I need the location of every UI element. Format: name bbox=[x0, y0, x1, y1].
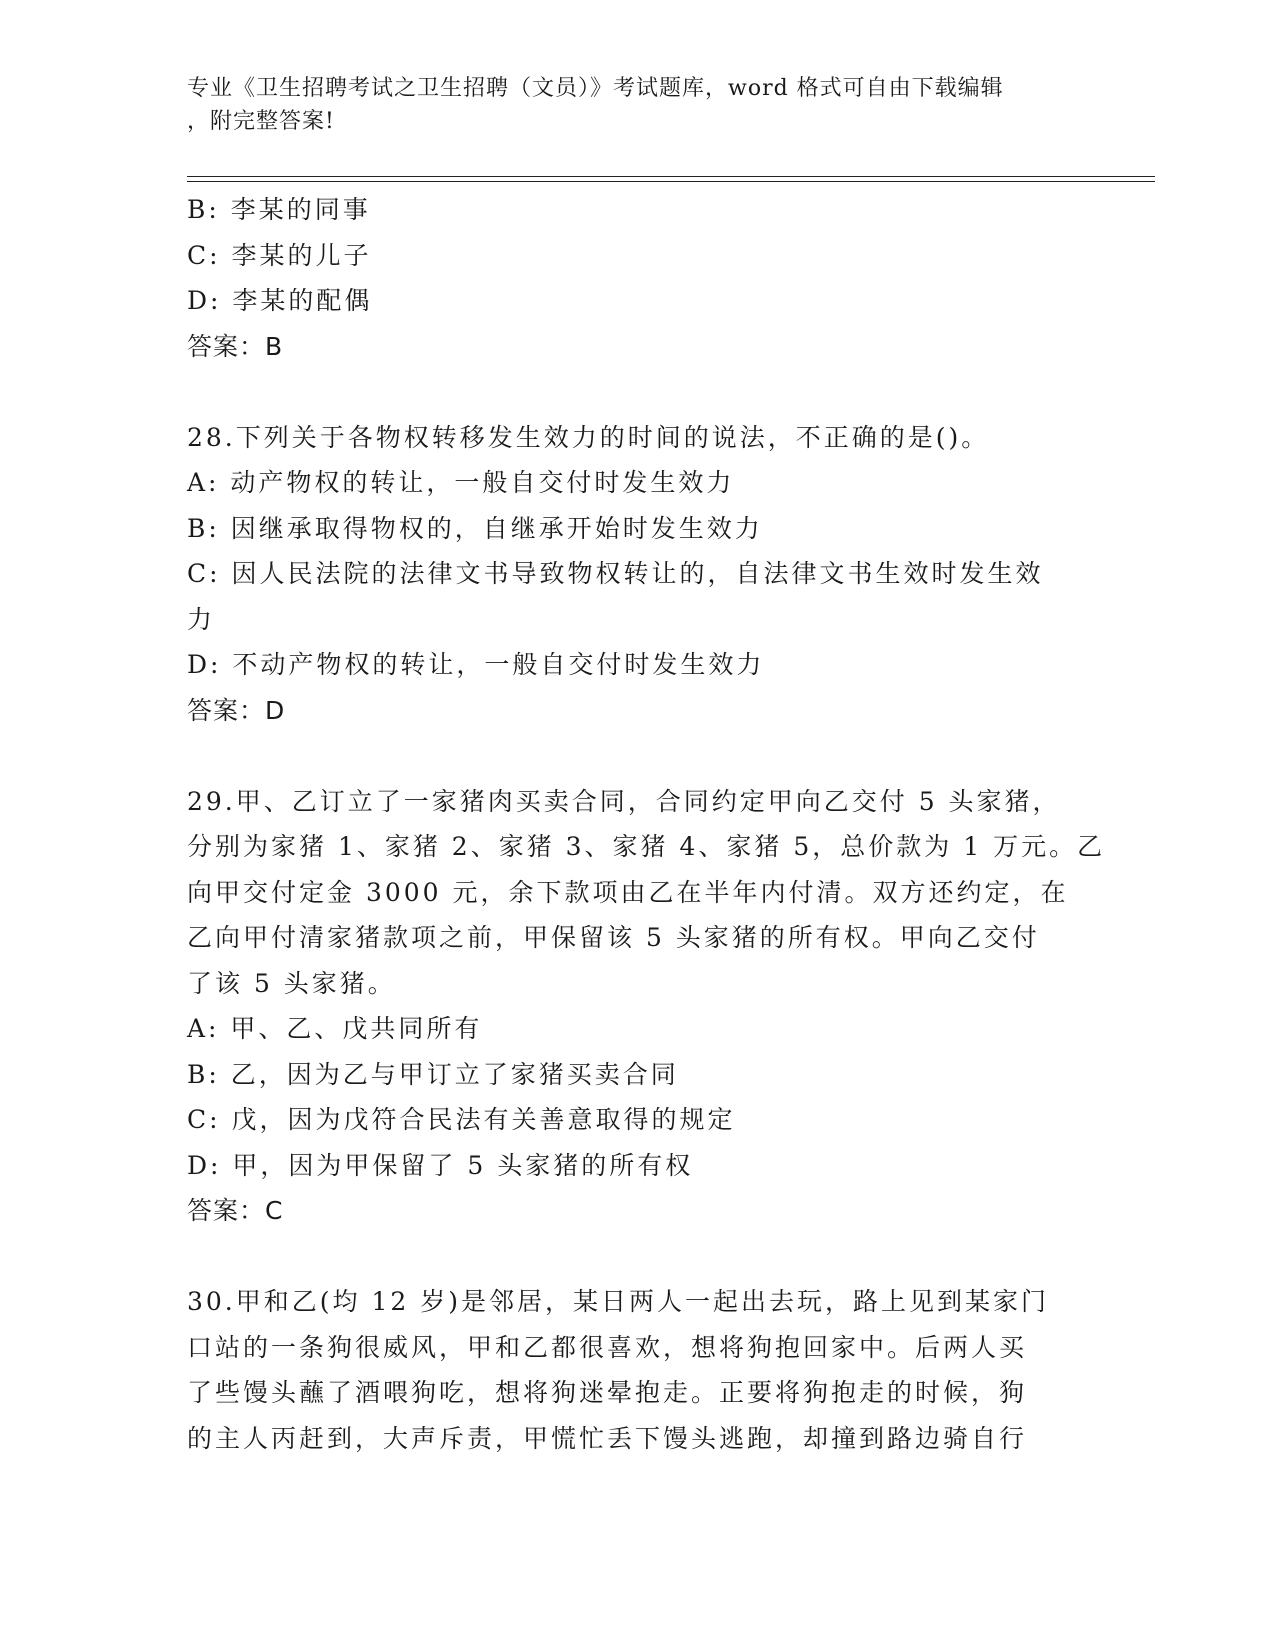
question-line: 分别为家猪 1、家猪 2、家猪 3、家猪 4、家猪 5，总价款为 1 万元。乙 bbox=[187, 832, 1106, 861]
option-line: B: 因继承取得物权的，自继承开始时发生效力 bbox=[187, 513, 763, 543]
question-line: 29.甲、乙订立了一家猪肉买卖合同，合同约定甲向乙交付 5 头家猪， bbox=[187, 786, 1061, 816]
question-line: 向甲交付定金 3000 元，余下款项由乙在半年内付清。双方还约定，在 bbox=[187, 877, 1069, 907]
paragraph-gap bbox=[187, 733, 1087, 779]
question-line: 口站的一条狗很威风，甲和乙都很喜欢，想将狗抱回家中。后两人买 bbox=[187, 1332, 1028, 1362]
question-line: 的主人丙赶到，大声斥责，甲慌忙丢下馒头逃跑，却撞到路边骑自行 bbox=[187, 1423, 1028, 1453]
header-rule-bottom bbox=[187, 181, 1155, 182]
option-line: A: 甲、乙、戊共同所有 bbox=[187, 1014, 483, 1043]
header-line-2: ，附完整答案! bbox=[187, 109, 335, 134]
option-line: C: 戊，因为戊符合民法有关善意取得的规定 bbox=[187, 1105, 736, 1134]
option-line: B: 乙，因为乙与甲订立了家猪买卖合同 bbox=[187, 1059, 679, 1089]
paragraph-gap bbox=[187, 1234, 1087, 1280]
option-line: B: 李某的同事 bbox=[187, 195, 371, 224]
question-line: 了该 5 头家猪。 bbox=[187, 968, 396, 998]
answer-line: 答案：C bbox=[187, 1196, 284, 1225]
question-line: 28.下列关于各物权转移发生效力的时间的说法，不正确的是()。 bbox=[187, 422, 990, 452]
option-line: D: 李某的配偶 bbox=[187, 286, 373, 315]
paragraph-gap bbox=[187, 369, 1087, 415]
option-line: D: 甲，因为甲保留了 5 头家猪的所有权 bbox=[187, 1150, 694, 1180]
option-line: 力 bbox=[187, 604, 216, 634]
option-line: A: 动产物权的转让，一般自交付时发生效力 bbox=[187, 468, 735, 497]
question-line: 乙向甲付清家猪款项之前，甲保留该 5 头家猪的所有权。甲向乙交付 bbox=[187, 923, 1040, 952]
document-body bbox=[187, 187, 1106, 1461]
answer-line: 答案：B bbox=[187, 331, 284, 361]
question-line: 30.甲和乙(均 12 岁)是邻居，某日两人一起出去玩，路上见到某家门 bbox=[187, 1287, 1049, 1316]
option-line: C: 因人民法院的法律文书导致物权转让的，自法律文书生效时发生效 bbox=[187, 559, 1044, 588]
question-line: 了些馒头蘸了酒喂狗吃，想将狗迷晕抱走。正要将狗抱走的时候，狗 bbox=[187, 1378, 1028, 1407]
header-line-1: 专业《卫生招聘考试之卫生招聘（文员）》考试题库，word 格式可自由下载编辑 bbox=[187, 76, 1004, 101]
header-rule-top bbox=[187, 176, 1155, 177]
option-line: D: 不动产物权的转让，一般自交付时发生效力 bbox=[187, 650, 765, 679]
document-header bbox=[187, 72, 1087, 138]
option-line: C: 李某的儿子 bbox=[187, 240, 372, 270]
answer-line: 答案：D bbox=[187, 695, 286, 725]
